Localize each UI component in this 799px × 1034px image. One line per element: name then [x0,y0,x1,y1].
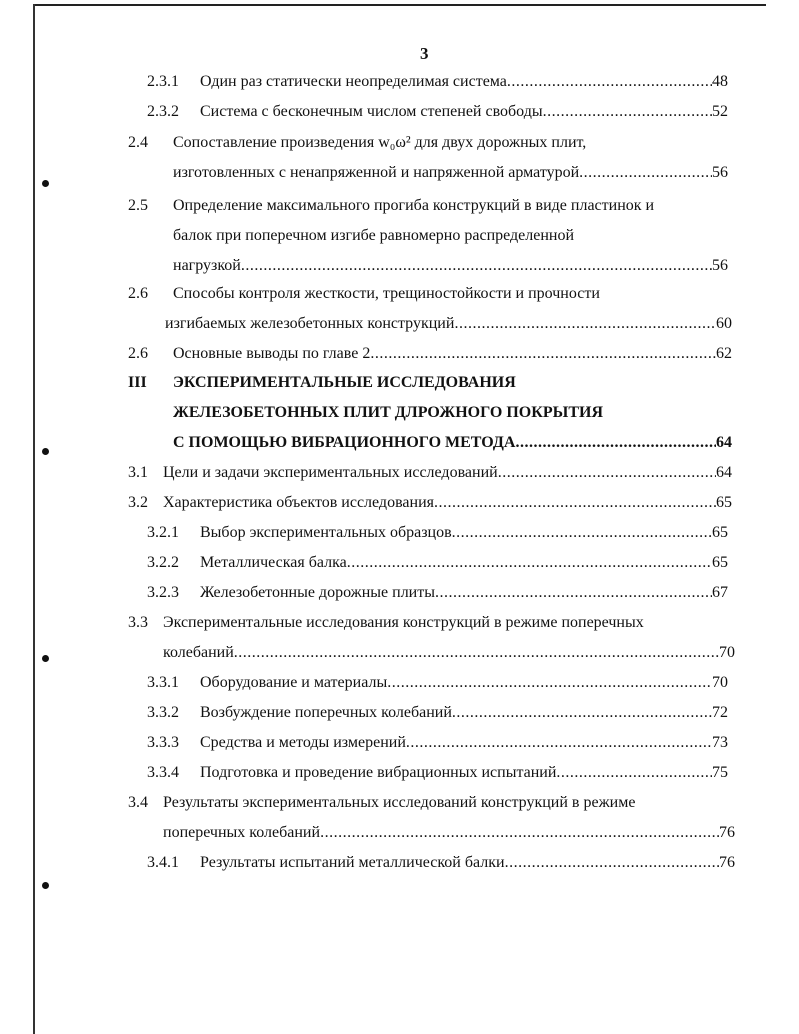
toc-entry-page: 56 [712,257,728,274]
dot-leader [515,433,716,453]
toc-entry-number: 3.2.1 [147,524,179,541]
toc-entry[interactable] [200,583,728,603]
dot-leader [454,314,716,334]
toc-entry-title: Система с бесконечным числом степеней свободы [200,103,543,120]
toc-entry-number: 3.3.3 [147,734,179,751]
scan-border-top [33,4,766,6]
toc-entry-number: 3.3 [128,614,148,631]
toc-entry-title: Оборудование и материалы [200,674,388,691]
toc-entry-title: балок при поперечном изгибе равномерно распределенной [173,227,575,244]
binding-hole-mark [42,448,49,455]
toc-entry-page: 67 [712,584,728,601]
toc-entry[interactable] [200,853,735,873]
toc-entry-number: 2.6 [128,345,148,362]
scan-border-left [33,4,35,1034]
toc-entry-title: Основные выводы по главе 2 [173,345,371,362]
page-number: 3 [420,44,429,63]
toc-entry-number: 2.5 [128,197,148,214]
binding-hole-mark [42,180,49,187]
toc-entry-number: 3.2.2 [147,554,179,571]
toc-entry-title: Цели и задачи экспериментальных исследований [163,464,498,481]
dot-leader [556,763,712,783]
dot-leader [241,256,712,276]
toc-entry-title: Выбор экспериментальных образцов [200,524,452,541]
toc-entry-title: Подготовка и проведение вибрационных испытаний [200,764,557,781]
dot-leader [347,553,712,573]
dot-leader [498,463,716,483]
toc-entry-page: 56 [712,164,728,181]
toc-entry[interactable] [200,102,728,122]
toc-entry-title: поперечных колебаний [163,824,321,841]
toc-entry-number: 3.4.1 [147,854,179,871]
toc-entry-page: 76 [719,824,735,841]
toc-entry[interactable] [163,643,735,663]
toc-entry-page: 76 [719,854,735,871]
toc-entry[interactable] [173,256,728,276]
toc-entry[interactable] [163,823,735,843]
toc-entry-number: 2.3.1 [147,73,179,90]
toc-entry-number: 2.3.2 [147,103,179,120]
dot-leader [543,102,712,122]
toc-entry[interactable] [200,733,728,753]
dot-leader [435,583,712,603]
dot-leader [434,493,716,513]
toc-entry-title: нагрузкой [173,257,241,274]
toc-entry-page: 60 [716,315,732,332]
toc-entry-number: 3.3.2 [147,704,179,721]
toc-entry-page: 65 [712,554,728,571]
toc-entry-title: Сопоставление произведения w₀ω² для двух дорожных плит, [173,134,587,151]
toc-entry-title: Средства и методы измерений [200,734,406,751]
binding-hole-mark [42,882,49,889]
toc-entry-page: 70 [712,674,728,691]
toc-entry[interactable] [165,314,732,334]
toc-entry-title: изгибаемых железобетонных конструкций [165,315,455,332]
toc-entry-page: 75 [712,764,728,781]
toc-entry-page: 72 [712,704,728,721]
dot-leader [452,523,712,543]
toc-entry-number: 3.2.3 [147,584,179,601]
toc-entry-page: 73 [712,734,728,751]
toc-entry-page: 70 [719,644,735,661]
toc-entry-title: Один раз статически неопределимая система [200,73,507,90]
toc-entry-title: ЖЕЛЕЗОБЕТОННЫХ ПЛИТ ДЛРОЖНОГО ПОКРЫТИЯ [173,404,603,421]
toc-entry-title: колебаний [163,644,234,661]
toc-entry-number: 3.4 [128,794,148,811]
dot-leader [234,643,719,663]
toc-entry-page: 62 [716,345,732,362]
toc-entry[interactable] [173,433,732,453]
toc-entry[interactable] [200,72,728,92]
toc-entry-page: 52 [712,103,728,120]
toc-entry-page: 65 [716,494,732,511]
toc-entry-number: III [128,374,147,391]
toc-entry-title: Характеристика объектов исследования [163,494,434,511]
toc-entry[interactable] [173,344,732,364]
dot-leader [505,853,719,873]
toc-entry-title: Результаты экспериментальных исследований конструкций в режиме [163,794,636,811]
toc-entry-number: 3.2 [128,494,148,511]
toc-entry-title: Способы контроля жесткости, трещиностойкости и прочности [173,285,600,302]
dot-leader [387,673,712,693]
toc-entry-number: 3.3.1 [147,674,179,691]
dot-leader [370,344,716,364]
toc-entry-title: Определение максимального прогиба конструкций в виде пластинок и [173,197,655,214]
dot-leader [320,823,719,843]
toc-entry-number: 2.4 [128,134,148,151]
dot-leader [452,703,712,723]
toc-entry[interactable] [173,163,728,183]
dot-leader [507,72,712,92]
toc-entry-page: 65 [712,524,728,541]
toc-entry-page: 64 [716,464,732,481]
dot-leader [406,733,712,753]
toc-entry-title: Экспериментальные исследования конструкций в режиме поперечных [163,614,644,631]
toc-entry-number: 2.6 [128,285,148,302]
toc-entry-number: 3.1 [128,464,148,481]
toc-entry-title: изготовленных с ненапряженной и напряженной арматурой [173,164,580,181]
toc-entry[interactable] [163,493,732,513]
toc-entry-title: Результаты испытаний металлической балки [200,854,505,871]
toc-entry-number: 3.3.4 [147,764,179,781]
toc-entry[interactable] [200,673,728,693]
binding-hole-mark [42,655,49,662]
toc-entry-title: С ПОМОЩЬЮ ВИБРАЦИОННОГО МЕТОДА [173,434,516,451]
toc-entry-title: Железобетонные дорожные плиты [200,584,435,601]
toc-entry-title: ЭКСПЕРИМЕНТАЛЬНЫЕ ИССЛЕДОВАНИЯ [173,374,516,391]
toc-entry[interactable] [200,763,728,783]
toc-entry-page: 64 [716,434,732,451]
toc-entry[interactable] [200,523,728,543]
dot-leader [579,163,712,183]
toc-entry[interactable] [163,463,732,483]
toc-entry-title: Возбуждение поперечных колебаний [200,704,452,721]
toc-entry-page: 48 [712,73,728,90]
toc-entry-title: Металлическая балка [200,554,347,571]
toc-entry[interactable] [200,703,728,723]
toc-entry[interactable] [200,553,728,573]
